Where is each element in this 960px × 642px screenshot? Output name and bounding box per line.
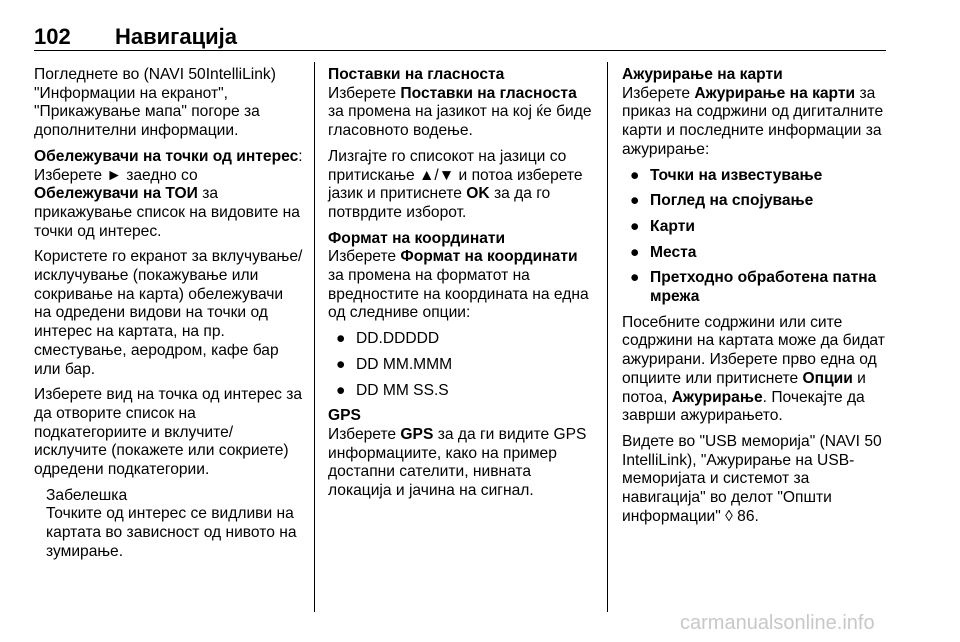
paragraph-coordinate-format: Изберете Формат на координати за промена на форматот на вредностите на координата на една од следниве опции: xyxy=(328,248,589,322)
list-item: ● Претходно обработена патна мрежа xyxy=(630,269,877,306)
bullet-icon: ● xyxy=(630,166,640,184)
bullet-icon: ● xyxy=(630,192,640,210)
page-reference-icon: ◊ xyxy=(725,507,733,525)
note-text: Точките од интерес се видливи на картата во зависност од нивото на зумирање. xyxy=(46,505,297,560)
heading-poi-markers: Обележувачи на точки од интерес xyxy=(34,147,299,165)
bullet-icon: ● xyxy=(630,217,640,235)
paragraph-subcategories: Изберете вид на точка од интерес за да отворите список на подкатегориите и вклучите/ исклучите (покажете или сокриете) одредени подкатегории. xyxy=(34,386,303,479)
page-number: 102 xyxy=(34,24,71,49)
heading-voice-settings: Поставки на гласноста xyxy=(328,66,505,83)
map-update-list xyxy=(622,167,890,307)
watermark: carmanualsonline.info xyxy=(680,612,875,634)
list-item: ● DD.DDDDD xyxy=(336,330,440,348)
list-item: ● Точки на известување xyxy=(630,166,823,184)
list-item: ● Карти xyxy=(630,217,695,235)
paragraph-voice-settings: Изберете Поставки на гласноста за промена на јазикот на кој ќе биде гласовното водење. xyxy=(328,84,592,140)
bullet-icon: ● xyxy=(336,381,346,399)
bullet-icon: ● xyxy=(336,355,346,373)
list-item: ● Поглед на спојување xyxy=(630,192,814,210)
bullet-icon: ● xyxy=(336,330,346,348)
page-title: Навигација xyxy=(115,24,237,49)
note-title: Забелешка xyxy=(46,486,128,504)
bullet-icon: ● xyxy=(630,243,640,261)
list-item: ● DD MM SS.S xyxy=(336,381,449,399)
heading-gps: GPS xyxy=(328,407,361,425)
heading-coordinate-format: Формат на координати xyxy=(328,229,506,247)
column-divider-1 xyxy=(314,62,315,612)
header-rule xyxy=(34,50,886,51)
list-item: ● Места xyxy=(630,243,697,261)
column-3 xyxy=(622,66,890,533)
page-header xyxy=(34,24,886,52)
column-divider-2 xyxy=(607,62,608,612)
column-2 xyxy=(328,66,596,508)
paragraph-poi-markers: Обележувачи на точки од интерес: Изберете ► заедно со Обележувачи на ТОИ за прикажување список на видовите на точки од интерес. xyxy=(34,147,303,240)
bullet-icon: ● xyxy=(630,269,640,287)
paragraph-intro: Погледнете во (NAVI 50IntelliLink) "Информации на екранот", "Прикажување мапа" погоре за дополнителни информации. xyxy=(34,66,276,140)
arrow-right-icon: ► xyxy=(106,166,122,184)
list-item: ● DD MM.MMM xyxy=(336,355,453,373)
paragraph-gps: Изберете GPS за да ги видите GPS информациите, како на пример достапни сателити, нивната локација и јачина на сигнал. xyxy=(328,425,587,500)
paragraph-update-options: Посебните содржини или сите содржини на картата може да бидат ажурирани. Изберете прво една од опциите или притиснете Опции и потоа, Ажурирање. Почекајте да заврши ажурирањето. xyxy=(622,313,885,425)
paragraph-toggle-screen: Користете го екранот за вклучување/исклучување (покажување или сокривање на карта) обележувачи на одредени видови на точки од интерес на картата, на пр. сместување, аеродром, кафе бар или бар. xyxy=(34,248,303,378)
paragraph-language-scroll: Лизгајте го списокот на јазици со притискање ▲/▼ и потоа изберете јазик и притиснете OK за да го потврдите изборот. xyxy=(328,147,583,221)
note-box xyxy=(46,487,304,562)
coordinate-options-list xyxy=(328,330,596,400)
paragraph-usb-reference: Видете во "USB меморија" (NAVI 50 IntelliLink), "Ажурирање на USB-меморијата и системот за навигација" во делот "Општи информации" ◊ 86. xyxy=(622,432,882,525)
paragraph-map-update: Изберете Ажурирање на карти за приказ на содржини од дигиталните карти и последните информации за ажурирање: xyxy=(622,84,884,158)
column-1 xyxy=(34,66,304,562)
heading-map-update: Ажурирање на карти xyxy=(622,66,783,83)
